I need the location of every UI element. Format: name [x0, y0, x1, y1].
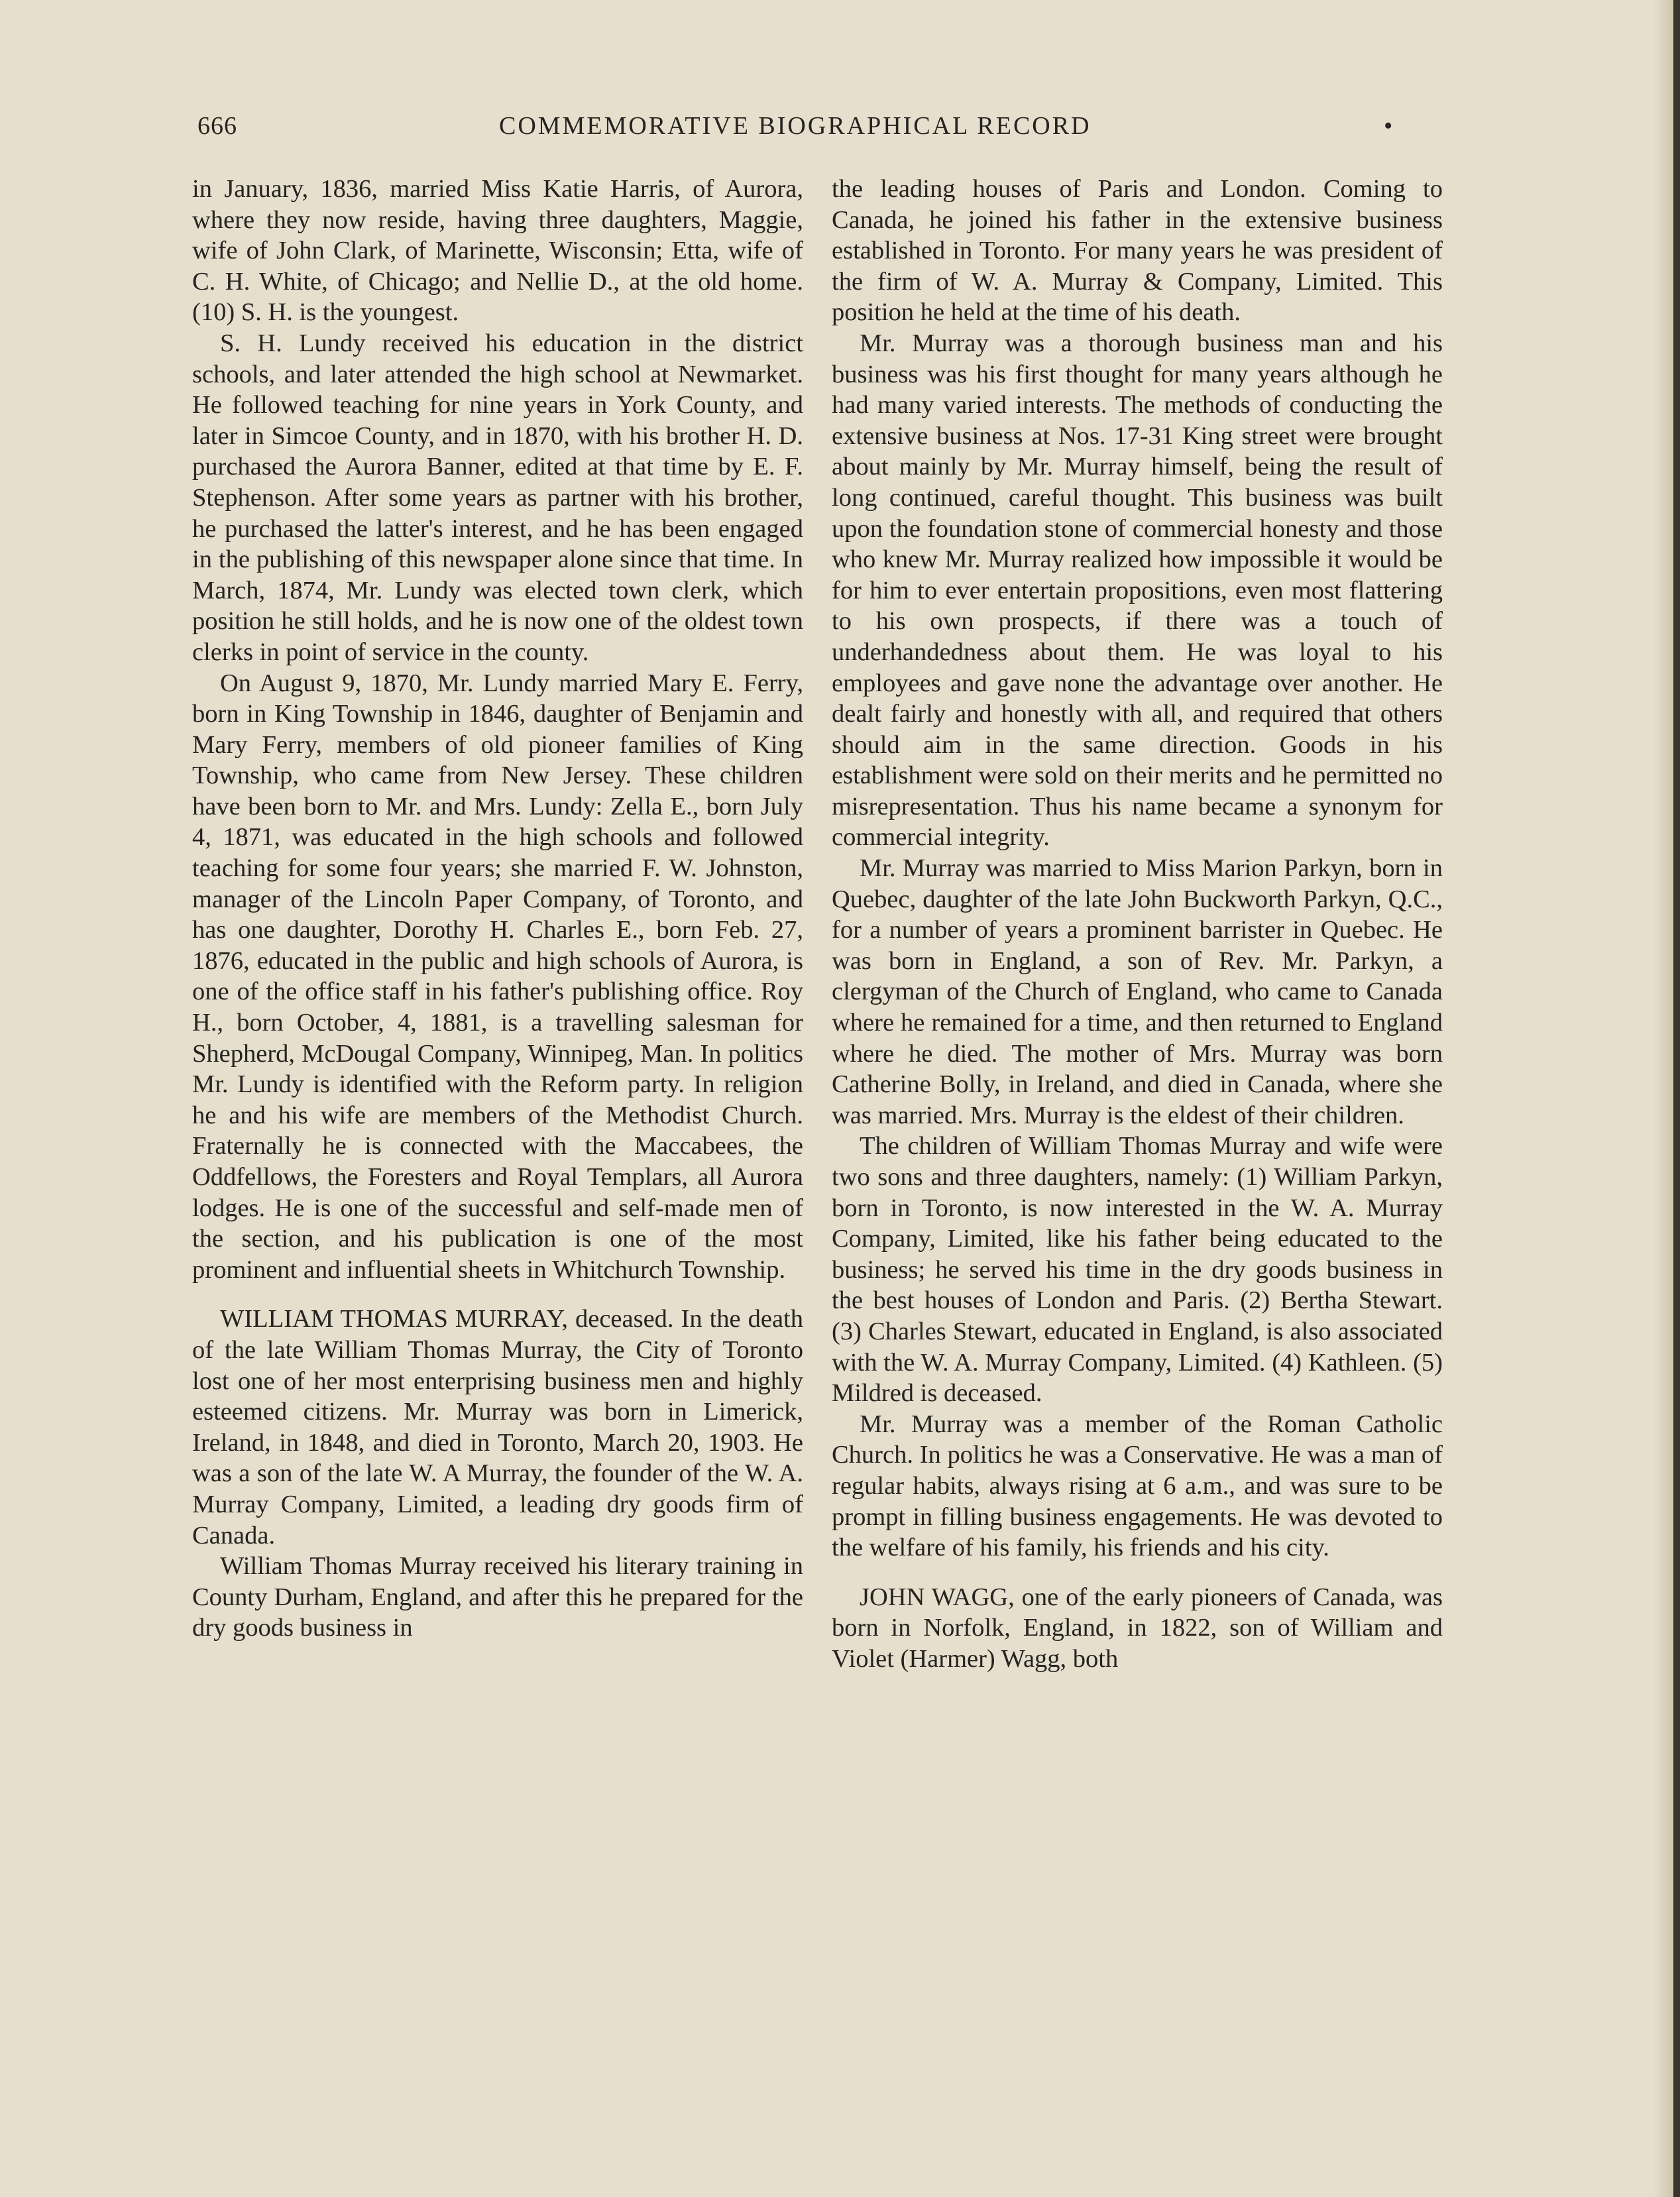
paragraph: Mr. Murray was a member of the Roman Catholic Church. In politics he was a Conservative. He was a man of regular habits, always rising at 6 a.m., and was sure to be prompt in filling business engagements. He was devoted to the welfare of his family, his friends and his city. [832, 1410, 1443, 1562]
paragraph: Mr. Murray was married to Miss Marion Parkyn, born in Quebec, daughter of the late John Buckworth Parkyn, Q.C., for a number of years a prominent barrister in Quebec. He was born in England, a son of Rev. Mr. Parkyn, a clergyman of the Church of England, who came to Canada where he remained for a time, and then returned to England where he died. The mother of Mrs. Murray was born Catherine Bolly, in Ireland, and died in Canada, where she was married. Mrs. Murray is the eldest of their children. [832, 854, 1443, 1129]
paragraph: S. H. Lundy received his education in the district schools, and later attended the high school at Newmarket. He followed teaching for nine years in York County, and later in Simcoe County, and in 1870, with his brother H. D. purchased the Aurora Banner, edited at that time by E. F. Stephenson. After some years as partner with his brother, he purchased the latter's interest, and he has been engaged in the publishing of this newspaper alone since that time. In March, 1874, Mr. Lundy was elected town clerk, which position he still holds, and he is now one of the oldest town clerks in point of service in the county. [192, 329, 803, 666]
paragraph: WILLIAM THOMAS MURRAY, deceased. In the death of the late William Thomas Murray, the City of Toronto lost one of her most enterprising business men and highly esteemed citizens. Mr. Murray was born in Limerick, Ireland, in 1848, and died in Toronto, March 20, 1903. He was a son of the late W. A Murray, the founder of the W. A. Murray Company, Limited, a leading dry goods firm of Canada. [192, 1305, 803, 1549]
right-column [832, 174, 1443, 2062]
paragraph: William Thomas Murray received his literary training in County Durham, England, and after this he prepared for the dry goods business in [192, 1552, 803, 1642]
running-title: COMMEMORATIVE BIOGRAPHICAL RECORD [499, 112, 1092, 140]
page-header [197, 111, 1447, 151]
page-number: 666 [197, 112, 237, 140]
page-edge [1673, 0, 1680, 2197]
left-column [192, 174, 803, 2062]
page-edge-shadow [1653, 0, 1673, 2197]
header-mark: • [1384, 112, 1393, 140]
paragraph: The children of William Thomas Murray and wife were two sons and three daughters, namely: (1) William Parkyn, born in Toronto, is now interested in the W. A. Murray Company, Limited, like his father being educated to the business; he served his time in the dry goods business in the best houses of London and Paris. (2) Bertha Stewart. (3) Charles Stewart, educated in England, is also associated with the W. A. Murray Company, Limited. (4) Kathleen. (5) Mildred is deceased. [832, 1132, 1443, 1408]
paragraph: Mr. Murray was a thorough business man and his business was his first thought for many years although he had many varied interests. The methods of conducting the extensive business at Nos. 17-31 King street were brought about mainly by Mr. Murray himself, being the result of long continued, careful thought. This business was built upon the foundation stone of commercial honesty and those who knew Mr. Murray realized how impossible it would be for him to ever entertain propositions, even most flattering to his own prospects, if there was a touch of underhandedness about them. He was loyal to his employees and gave none the advantage over another. He dealt fairly and honestly with all, and required that others should aim in the same direction. Goods in his establishment were sold on their merits and he permitted no misrepresentation. Thus his name became a synonym for commercial integrity. [832, 329, 1443, 852]
paragraph: On August 9, 1870, Mr. Lundy married Mary E. Ferry, born in King Township in 1846, daughter of Benjamin and Mary Ferry, members of old pioneer families of King Township, who came from New Jersey. These children have been born to Mr. and Mrs. Lundy: Zella E., born July 4, 1871, was educated in the high schools and followed teaching for some four years; she married F. W. Johnston, manager of the Lincoln Paper Company, of Toronto, and has one daughter, Dorothy H. Charles E., born Feb. 27, 1876, educated in the public and high schools of Aurora, is one of the office staff in his father's publishing office. Roy H., born October, 4, 1881, is a travelling salesman for Shepherd, McDougal Company, Winnipeg, Man. In politics Mr. Lundy is identified with the Reform party. In religion he and his wife are members of the Methodist Church. Fraternally he is connected with the Maccabees, the Oddfellows, the Foresters and Royal Templars, all Aurora lodges. He is one of the successful and self-made men of the section, and his publication is one of the most prominent and influential sheets in Whitchurch Township. [192, 669, 803, 1284]
paragraph: JOHN WAGG, one of the early pioneers of Canada, was born in Norfolk, England, in 1822, son of William and Violet (Harmer) Wagg, both [832, 1583, 1443, 1673]
paragraph: in January, 1836, married Miss Katie Harris, of Aurora, where they now reside, having three daughters, Maggie, wife of John Clark, of Marinette, Wisconsin; Etta, wife of C. H. White, of Chicago; and Nellie D., at the old home. (10) S. H. is the youngest. [192, 175, 803, 327]
paragraph: the leading houses of Paris and London. Coming to Canada, he joined his father in the extensive business established in Toronto. For many years he was president of the firm of W. A. Murray & Company, Limited. This position he held at the time of his death. [832, 175, 1443, 327]
